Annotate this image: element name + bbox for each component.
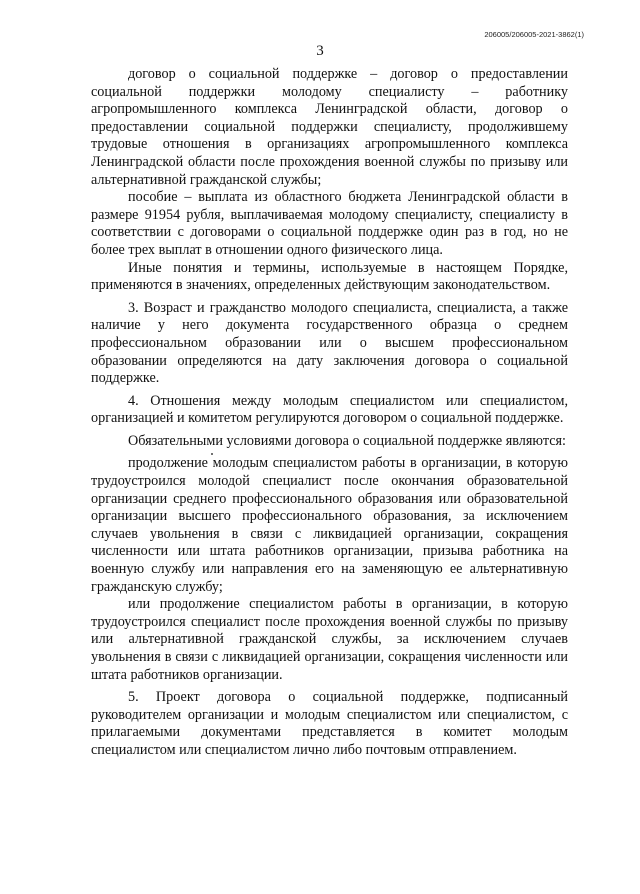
- document-body: [91, 66, 568, 760]
- paragraph-condition-specialist: или продолжение специалистом работы в организации, в которую трудоустроился специалист после прохождения военной службы по призыву или альтернативной гражданской службы, за исключением случаев увольнения в связи с ликвидацией организации, сокращения численности или штата работников организации.: [91, 596, 568, 683]
- paragraph-other-terms: Иные понятия и термины, используемые в настоящем Порядке, применяются в значениях, определенных действующим законодательством.: [91, 259, 568, 294]
- paragraph-mandatory-conditions: Обязательными условиями договора о социальной поддержке являются:: [128, 432, 566, 449]
- paragraph-item-3: 3. Возраст и гражданство молодого специалиста, специалиста, а также наличие у него документа государственного образца о среднем профессиональном образовании или о высшем профессиональном образовании определяются на дату заключения договора о социальной поддержке.: [91, 299, 568, 387]
- paragraph-item-5: 5. Проект договора о социальной поддержке, подписанный руководителем организации и молодым специалистом или специалистом, с прилагаемыми документами представляется в комитет молодым специалистом или специалистом лично либо почтовым отправлением.: [91, 689, 568, 758]
- document-id: 206005/206005-2021-3862(1): [484, 30, 584, 39]
- paragraph-definition-contract: договор о социальной поддержке – договор о предоставлении социальной поддержки молодому специалисту – работнику агропромышленного комплекса Ленинградской области, договор о предоставлении социальной поддержки специалисту, продолжившему трудовые отношения в организациях агропромышленного комплекса Ленинградской области после прохождения военной службы по призыву или альтернативной гражданской службы;: [91, 66, 568, 188]
- paragraph-item-4: 4. Отношения между молодым специалистом или специалистом, организацией и комитетом регулируются договором о социальной поддержке.: [91, 392, 568, 427]
- page-number: 3: [316, 43, 324, 59]
- paragraph-definition-allowance: пособие – выплата из областного бюджета Ленинградской области в размере 91954 рубля, выплачиваемая молодому специалисту, специалисту в соответствии с договорами о социальной поддержке один раз в год, но не более трех выплат в отношении одного физического лица.: [91, 189, 568, 258]
- paragraph-condition-young-specialist: продолжение молодым специалистом работы в организации, в которую трудоустроился молодой специалист после окончания образовательной организации среднего профессионального образования или образовательной организации высшего профессионального образования, за исключением случаев увольнения в связи с ликвидацией организации, сокращения численности или штата работников организации, призыва работника на военную службу или направления его на заменяющую ее альтернативную гражданскую службу;: [91, 455, 568, 595]
- scan-speck: [211, 453, 213, 455]
